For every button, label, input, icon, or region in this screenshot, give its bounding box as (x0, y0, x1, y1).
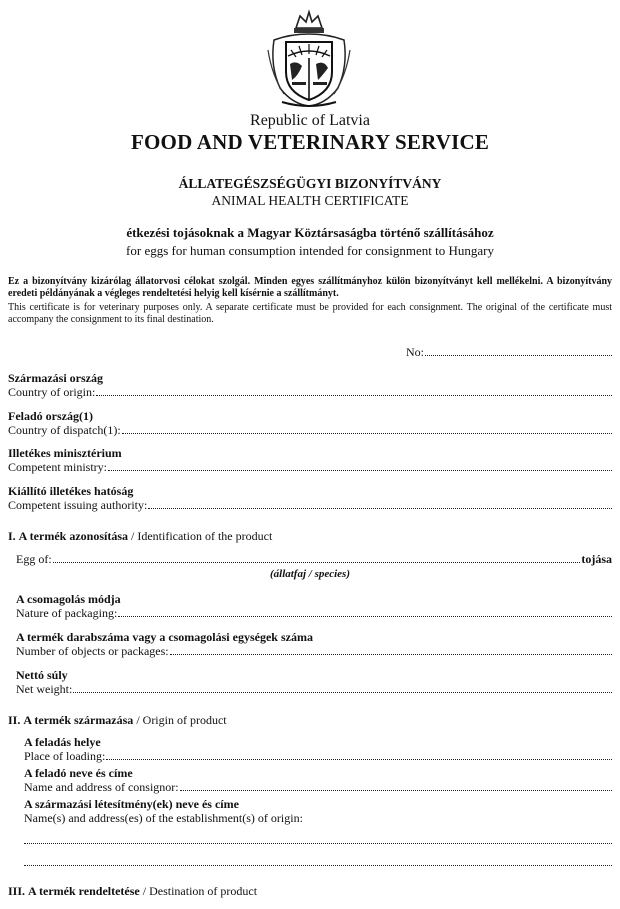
establishment-label-hu: A származási létesítmény(ek) neve és címe (24, 797, 239, 811)
packaging-field[interactable] (16, 592, 612, 620)
consignor-label-hu: A feladó neve és címe (24, 766, 133, 780)
consignor-field[interactable] (24, 766, 612, 794)
establishment-line-2[interactable] (24, 864, 612, 866)
section-1-title-hu: A termék azonosítása (18, 529, 128, 543)
weight-line (73, 683, 612, 693)
intro-text-hu: Ez a bizonyítvány kizárólag állatorvosi célokat szolgál. Minden egyes szállítmányhoz külön bizonyítványt kell mellékelni. A bizonyítvány eredeti példányának a végleges rendeltetési helyig kell kísérnie a szállítmányt. (8, 276, 612, 299)
section-3-number: III. (8, 884, 26, 898)
authority-line (148, 499, 612, 509)
authority-label-hu: Kiállító illetékes hatóság (8, 484, 134, 498)
section-1-heading (8, 529, 272, 544)
purpose-hu: étkezési tojásoknak a Magyar Köztársaságba történő szállításához (126, 225, 494, 240)
weight-label-hu: Nettó súly (16, 668, 68, 682)
issuing-authority-field[interactable] (8, 484, 612, 512)
certificate-title-hu: ÁLLATEGÉSZSÉGÜGYI BIZONYÍTVÁNY (178, 176, 442, 191)
section-3-title-hu: A termék rendeltetése (28, 884, 140, 898)
ministry-label-hu: Illetékes minisztérium (8, 446, 122, 460)
loading-label-hu: A feladás helye (24, 735, 101, 749)
number-line (425, 346, 612, 356)
dispatch-label-en: Country of dispatch(1): (8, 423, 121, 437)
establishment-line-1[interactable] (24, 842, 612, 844)
count-label-en: Number of objects or packages: (16, 644, 169, 658)
egg-of-label: Egg of: (16, 552, 52, 566)
section-3-heading (8, 884, 257, 899)
coat-of-arms-icon (266, 6, 352, 110)
purpose-en: for eggs for human consumption intended for consignment to Hungary (126, 243, 494, 258)
section-2-heading (8, 713, 227, 728)
net-weight-field[interactable] (16, 668, 612, 696)
package-count-field[interactable] (16, 630, 612, 658)
number-label: No: (406, 345, 424, 359)
egg-of-trail: tojása (581, 552, 612, 566)
packaging-label-hu: A csomagolás módja (16, 592, 121, 606)
intro-text-en: This certificate is for veterinary purposes only. A separate certificate must be provided for each consignment. The original of the certificate must accompany the consignment to its final destination. (8, 302, 612, 325)
consignor-label-en: Name and address of consignor: (24, 780, 179, 794)
section-3-title-en: / Destination of product (142, 884, 258, 898)
certificate-title-en: ANIMAL HEALTH CERTIFICATE (211, 193, 409, 208)
origin-line (96, 386, 612, 396)
section-1-title-en: / Identification of the product (131, 529, 273, 543)
egg-of-field[interactable] (16, 552, 612, 566)
species-note: (állatfaj / species) (269, 568, 351, 580)
country-of-origin-field[interactable] (8, 371, 612, 399)
authority-label-en: Competent issuing authority: (8, 498, 148, 512)
establishment-label-en: Name(s) and address(es) of the establishment(s) of origin: (24, 811, 303, 825)
section-2-title-en: / Origin of product (136, 713, 227, 727)
egg-of-line (53, 553, 581, 563)
section-2-title-hu: A termék származása (23, 713, 134, 727)
loading-label-en: Place of loading: (24, 749, 106, 763)
packaging-line (118, 607, 612, 617)
establishment-field[interactable] (24, 797, 612, 825)
ministry-line (108, 461, 612, 471)
count-label-hu: A termék darabszáma vagy a csomagolási egységek száma (16, 630, 313, 644)
loading-line (106, 750, 612, 760)
count-line (170, 645, 612, 655)
weight-label-en: Net weight: (16, 682, 73, 696)
consignor-line (180, 781, 612, 791)
ministry-label-en: Competent ministry: (8, 460, 107, 474)
service-title: FOOD AND VETERINARY SERVICE (130, 130, 490, 154)
republic-title: Republic of Latvia (250, 112, 370, 129)
dispatch-label-hu: Feladó ország(1) (8, 409, 93, 423)
country-of-dispatch-field[interactable] (8, 409, 612, 437)
packaging-label-en: Nature of packaging: (16, 606, 118, 620)
certificate-number-field[interactable] (406, 345, 612, 360)
origin-label-en: Country of origin: (8, 385, 96, 399)
dispatch-line (122, 424, 612, 434)
section-1-number: I. (8, 529, 16, 543)
competent-ministry-field[interactable] (8, 446, 612, 474)
origin-label-hu: Származási ország (8, 371, 103, 385)
place-of-loading-field[interactable] (24, 735, 612, 763)
section-2-number: II. (8, 713, 21, 727)
